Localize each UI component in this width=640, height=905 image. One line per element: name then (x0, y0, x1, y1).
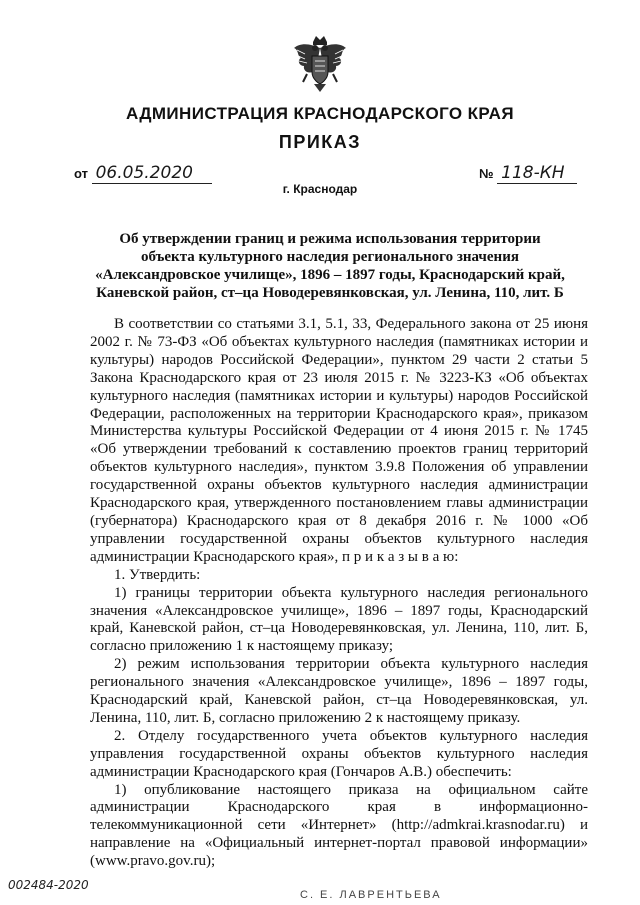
paragraph: В соответствии со статьями 3.1, 5.1, 33, Федерального закона от 25 июня 2002 г. № 73-ФЗ «Об объектах культурного наследия (памятниках истории и культуры) народов Российской Федерации», пунктом 29 части 2 статьи 5 Закона Краснодарского края от 23 июля 2015 г. № 3223-КЗ «Об объектах культурного наследия (памятниках истории и культуры) народов Российской Федерации, расположенных на территории Краснодарского края», приказом Министерства культуры Российской Федерации от 4 июня 2015 г. № 1745 «Об утверждении требований к составлению проектов границ территорий объектов культурного наследия», пунктом 3.9.8 Положения об управлении государственной охраны объектов культурного наследия администрации Краснодарского края, утвержденного постановлением главы администрации (губернатора) Краснодарского края от 8 декабря 2016 г. № 1000 «Об управлении государственной охраны объектов культурного наследия администрации Краснодарского края», п р и к а з ы в а ю: (90, 316, 588, 565)
paragraph: 2. Отделу государственного учета объектов культурного наследия управления государственной охраны объектов культурного наследия администрации Краснодарского края (Гончаров А.В.) обеспечить: (90, 727, 588, 780)
document-type: ПРИКАЗ (278, 132, 362, 152)
signature-stamp: С. Е. ЛАВРЕНТЬЕВА (300, 889, 442, 901)
paragraph: 1) опубликование настоящего приказа на официальном сайте администрации Краснодарского края в информационно-телекоммуникационной сети «Интернет» (http://admkrai.krasnodar.ru) и направление на «Официальный интернет-портал правовой информации» (www.pravo.gov.ru); (90, 781, 588, 870)
document-body (90, 316, 588, 871)
paragraph: 1. Утвердить: (114, 566, 201, 583)
document-title (95, 230, 565, 302)
date-value: 06.05.2020 (92, 163, 212, 184)
date-prefix: от (74, 166, 88, 181)
title-line: Об утверждении границ и режима использования территории (119, 231, 541, 247)
paragraph: 2) режим использования территории объекта культурного наследия регионального значения «Александровское училище», 1896 – 1897 годы, Краснодарский край, Каневской район, ст–ца Новодеревянковская, ул. Ленина, 110, лит. Б, согласно приложению 2 к настоящему приказу. (90, 656, 588, 726)
city: г. Краснодар (282, 182, 358, 196)
document-number (479, 163, 577, 184)
handwritten-reference: 002484-2020 (8, 878, 89, 892)
number-prefix: № (479, 166, 494, 181)
organization-name: АДМИНИСТРАЦИЯ КРАСНОДАРСКОГО КРАЯ (126, 104, 514, 123)
paragraph: 1) границы территории объекта культурного наследия регионального значения «Александровское училище», 1896 – 1897 годы, Краснодарский край, Каневской район, ст–ца Новодеревянковская, ул. Ленина, 110, лит. Б, согласно приложению 1 к настоящему приказу; (90, 584, 588, 655)
document-date (74, 163, 212, 184)
title-line: Каневской район, ст–ца Новодеревянковская, ул. Ленина, 110, лит. Б (96, 285, 564, 301)
coat-of-arms-icon (291, 34, 349, 94)
title-line: объекта культурного наследия регионального значения (141, 249, 519, 265)
number-value: 118-КН (497, 163, 577, 184)
title-line: «Александровское училище», 1896 – 1897 годы, Краснодарский край, (95, 267, 565, 283)
